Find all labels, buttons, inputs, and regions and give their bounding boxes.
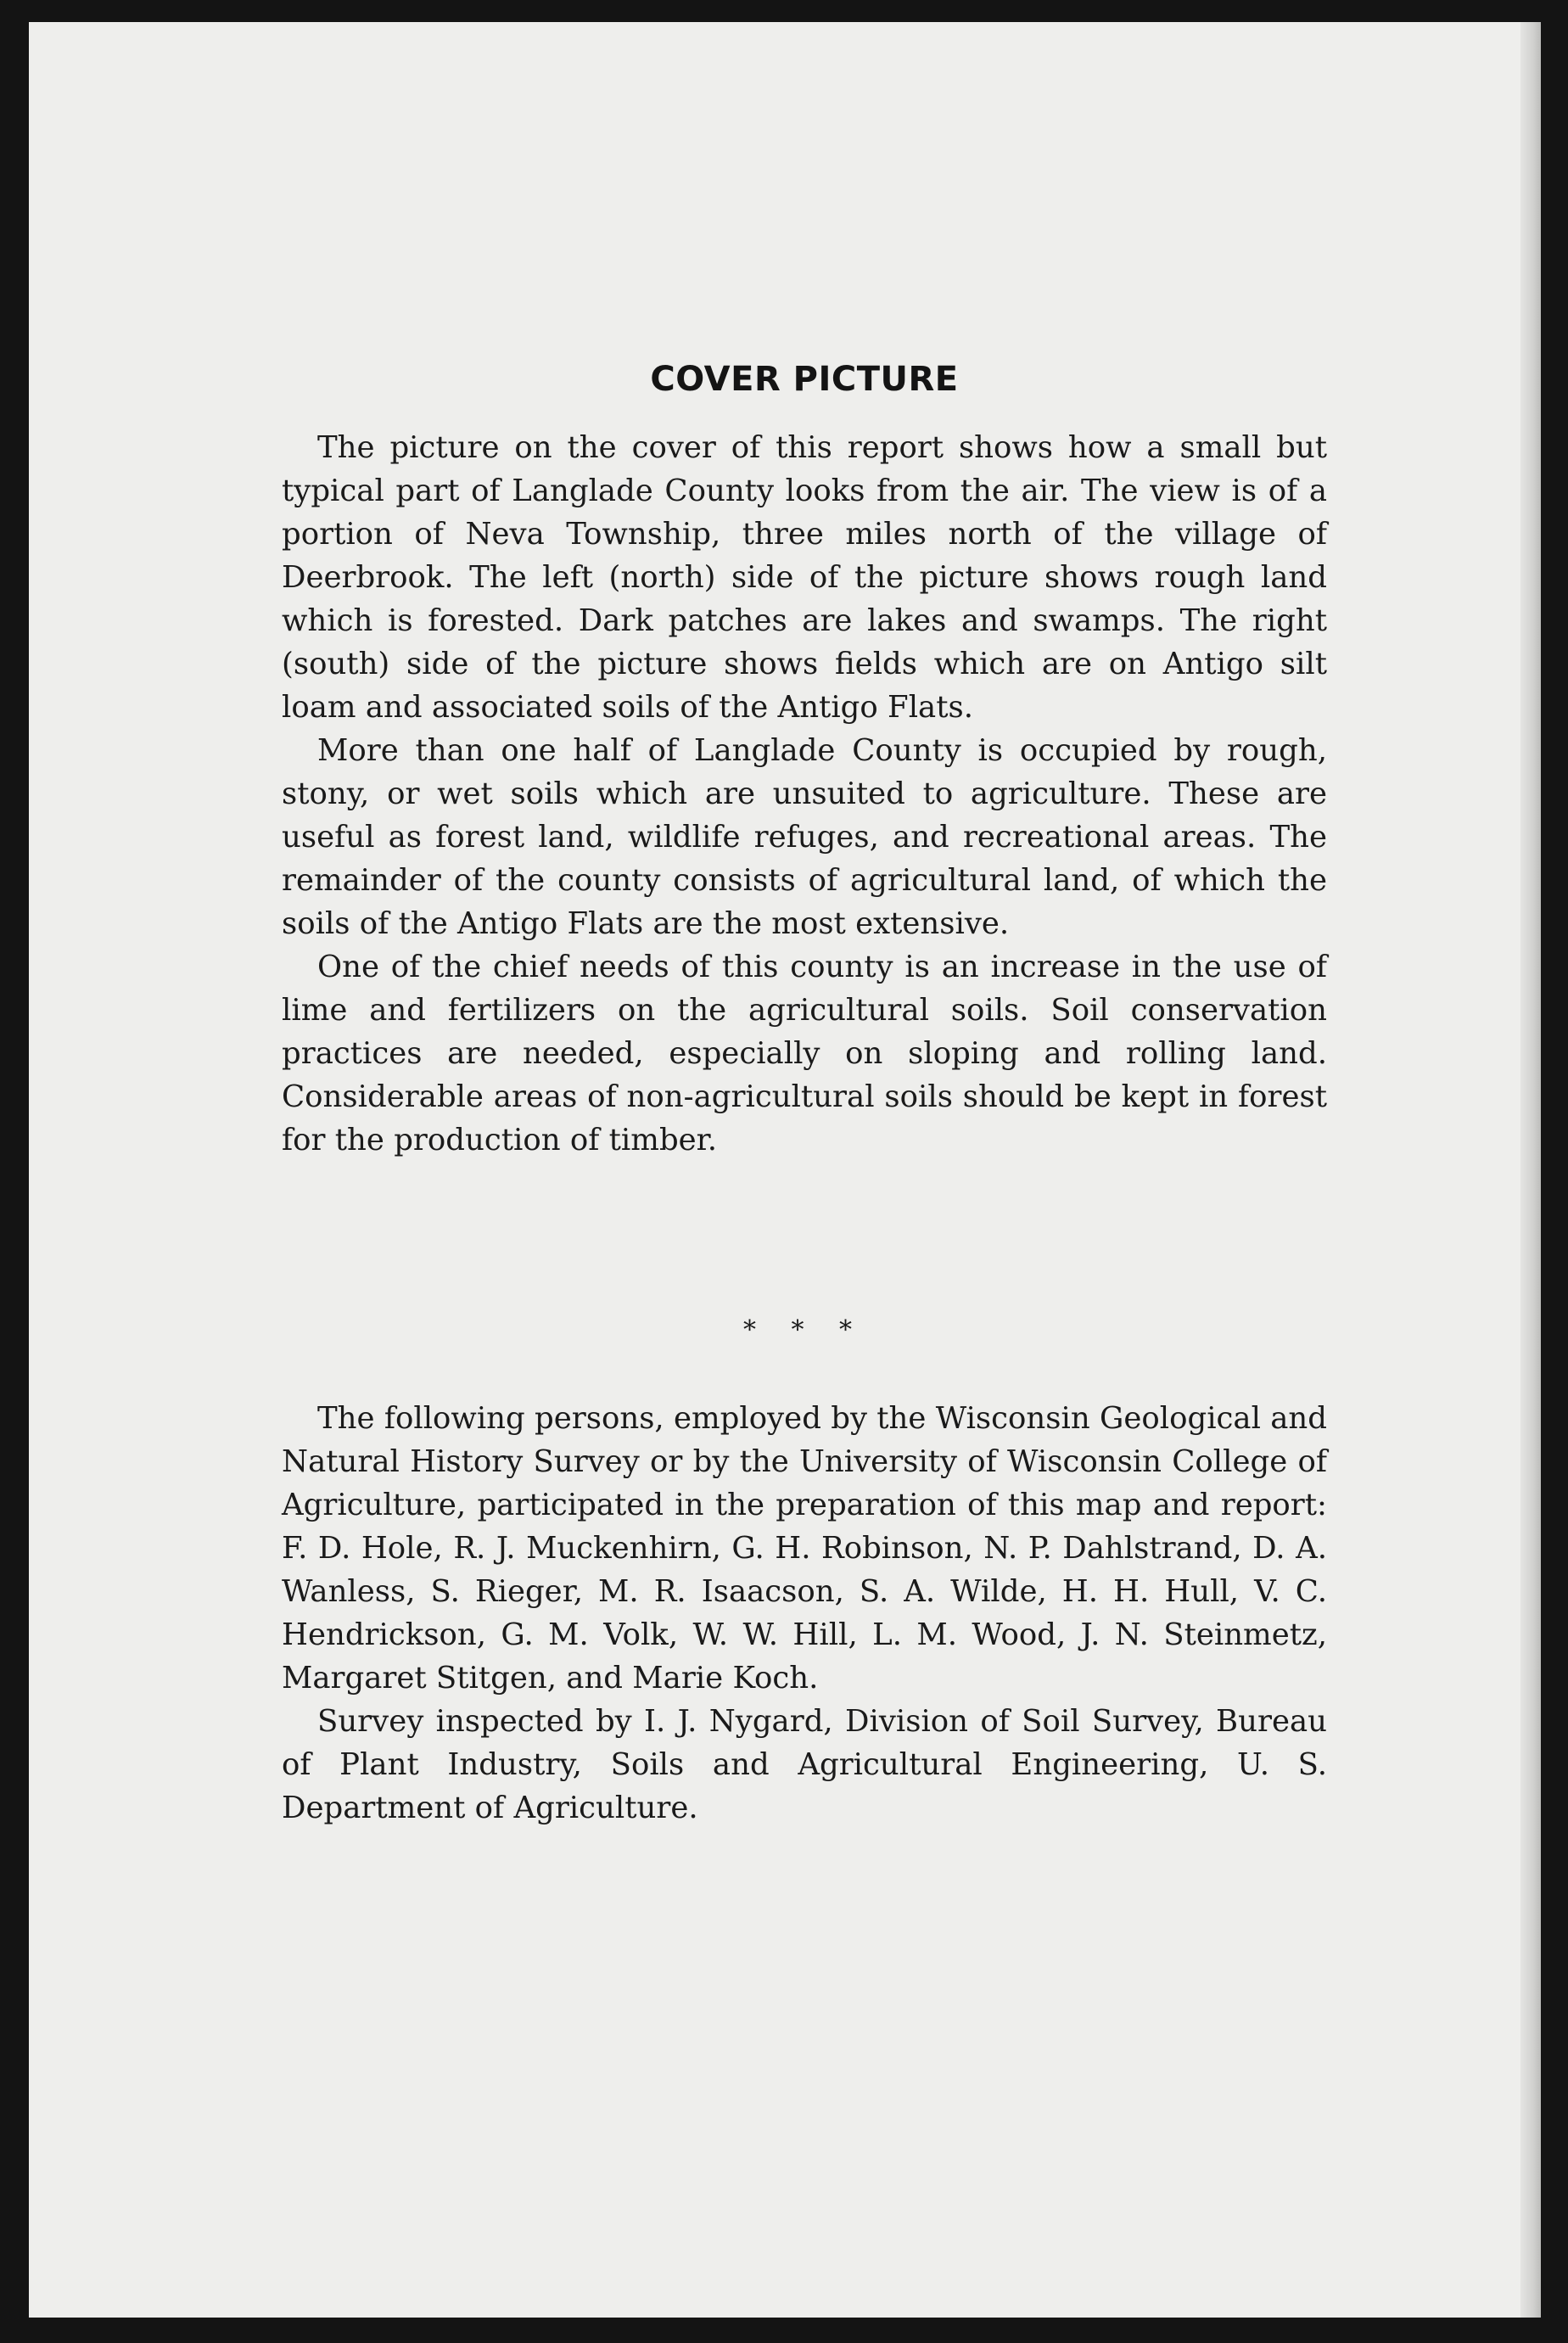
document-page — [29, 22, 1541, 2318]
cover-picture-section — [282, 426, 1327, 1162]
credits-paragraph-1: The following persons, employed by the Wisconsin Geological and Natural History Survey or by the University of Wisconsin College of Agriculture, participated in the preparation of this map and report: F. D. Hole, R. J. Muckenhirn, G. H. Robinson, N. P. Dahlstrand, D. A. Wanless, S. Rieger, M. R. Isaacson, S. A. Wilde, H. H. Hull, V. C. Hendrickson, G. M. Volk, W. W. Hill, L. M. Wood, J. N. Steinmetz, Margaret Stitgen, and Marie Koch. — [282, 1401, 1327, 1696]
page-title: COVER PICTURE — [650, 360, 959, 399]
credits-paragraph-2: Survey inspected by I. J. Nygard, Division of Soil Survey, Bureau of Plant Industry, Soils and Agricultural Engineering, U. S. Department of Agriculture. — [282, 1704, 1327, 1825]
cover-paragraph-2: More than one half of Langlade County is occupied by rough, stony, or wet soils which are unsuited to agriculture. These are useful as forest land, wildlife refuges, and recreational areas. The remainder of the county consists of agricultural land, of which the soils of the Antigo Flats are the most extensive. — [282, 733, 1327, 941]
section-separator: * * * — [742, 1315, 866, 1345]
credits-section — [282, 1397, 1327, 1830]
cover-paragraph-1: The picture on the cover of this report shows how a small but typical part of Langlade County looks from the air. The view is of a portion of Neva Township, three miles north of the village of Deerbrook. The left (north) side of the picture shows rough land which is forested. Dark patches are lakes and swamps. The right (south) side of the picture shows fields which are on Antigo silt loam and associated soils of the Antigo Flats. — [282, 430, 1327, 725]
page-edge-shadow — [1520, 22, 1541, 2318]
cover-paragraph-3: One of the chief needs of this county is an increase in the use of lime and fertilizers on the agricultural soils. Soil conservation practices are needed, especially on sloping and rolling land. Considerable areas of non-agricultural soils should be kept in forest for the production of timber. — [282, 950, 1327, 1157]
